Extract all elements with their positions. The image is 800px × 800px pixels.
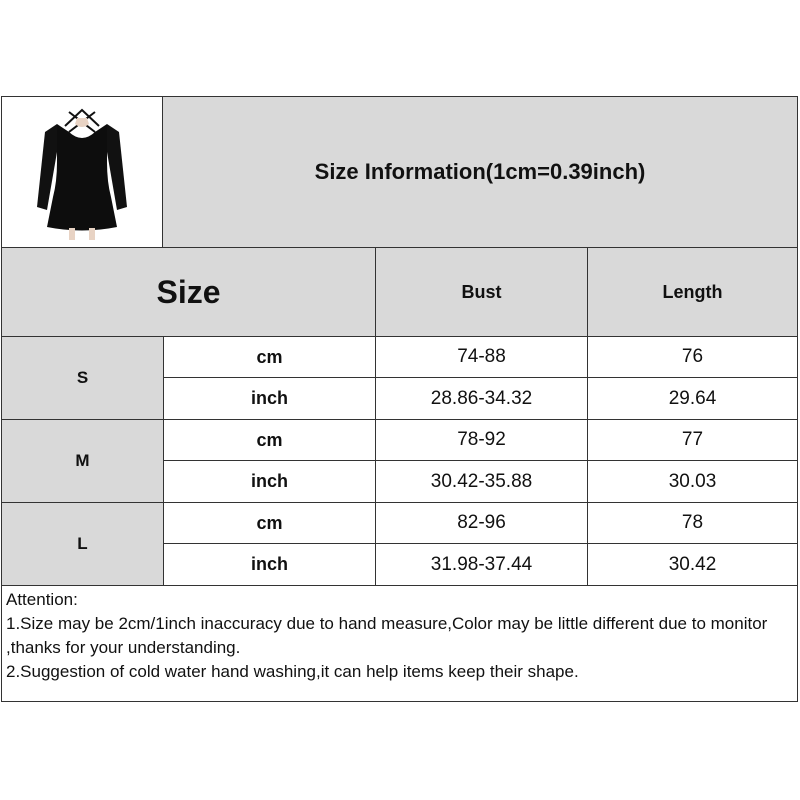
table-cell [375, 502, 587, 543]
length-header-cell [587, 247, 797, 336]
table-cell [587, 460, 797, 502]
size-m-cell [2, 419, 163, 502]
unit-label: inch [250, 471, 288, 491]
bust-value: 30.42-35.88 [430, 470, 533, 492]
length-value: 77 [681, 429, 704, 450]
size-label: M [75, 451, 90, 470]
size-header-cell [2, 247, 375, 336]
bust-header: Bust [461, 281, 502, 302]
table-cell [163, 543, 375, 585]
length-value: 76 [681, 346, 704, 367]
chart-title-cell [163, 97, 797, 247]
attention-line-2: 2.Suggestion of cold water hand washing,it can help items keep their shape. [6, 662, 579, 681]
attention-line-1: 1.Size may be 2cm/1inch inaccuracy due to hand measure,Color may be little different due to monitor ,thanks for your understanding. [6, 614, 768, 657]
size-header: Size [156, 273, 221, 310]
unit-label: inch [250, 388, 288, 408]
table-cell [375, 460, 587, 502]
table-cell [163, 419, 375, 460]
bust-value: 28.86-34.32 [430, 387, 533, 409]
length-value: 78 [681, 512, 704, 533]
length-value: 30.03 [668, 470, 717, 492]
table-cell [375, 336, 587, 377]
product-image [2, 97, 163, 247]
length-value: 30.42 [668, 553, 717, 575]
chart-title: Size Information(1cm=0.39inch) [314, 159, 646, 184]
size-l-cell [2, 502, 163, 585]
attention-heading: Attention: [6, 590, 78, 609]
attention-notes [2, 585, 797, 701]
table-cell [587, 502, 797, 543]
bust-value: 74-88 [457, 346, 506, 367]
size-s-cell [2, 336, 163, 419]
table-cell [375, 543, 587, 585]
bust-value: 78-92 [457, 429, 506, 450]
unit-label: cm [256, 429, 283, 450]
table-cell [375, 419, 587, 460]
table-cell [375, 377, 587, 419]
bust-value: 31.98-37.44 [430, 553, 533, 575]
table-cell [587, 543, 797, 585]
bust-value: 82-96 [457, 512, 506, 533]
table-cell [587, 419, 797, 460]
size-chart [1, 96, 798, 702]
table-cell [587, 377, 797, 419]
unit-label: inch [250, 554, 288, 574]
size-label: L [77, 534, 88, 553]
table-cell [163, 336, 375, 377]
unit-label: cm [256, 346, 283, 367]
unit-label: cm [256, 512, 283, 533]
table-cell [163, 502, 375, 543]
length-value: 29.64 [668, 387, 717, 409]
bust-header-cell [375, 247, 587, 336]
dress-icon [27, 102, 137, 242]
table-cell [163, 460, 375, 502]
size-label: S [76, 368, 89, 387]
table-cell [163, 377, 375, 419]
table-cell [587, 336, 797, 377]
length-header: Length [662, 281, 723, 302]
